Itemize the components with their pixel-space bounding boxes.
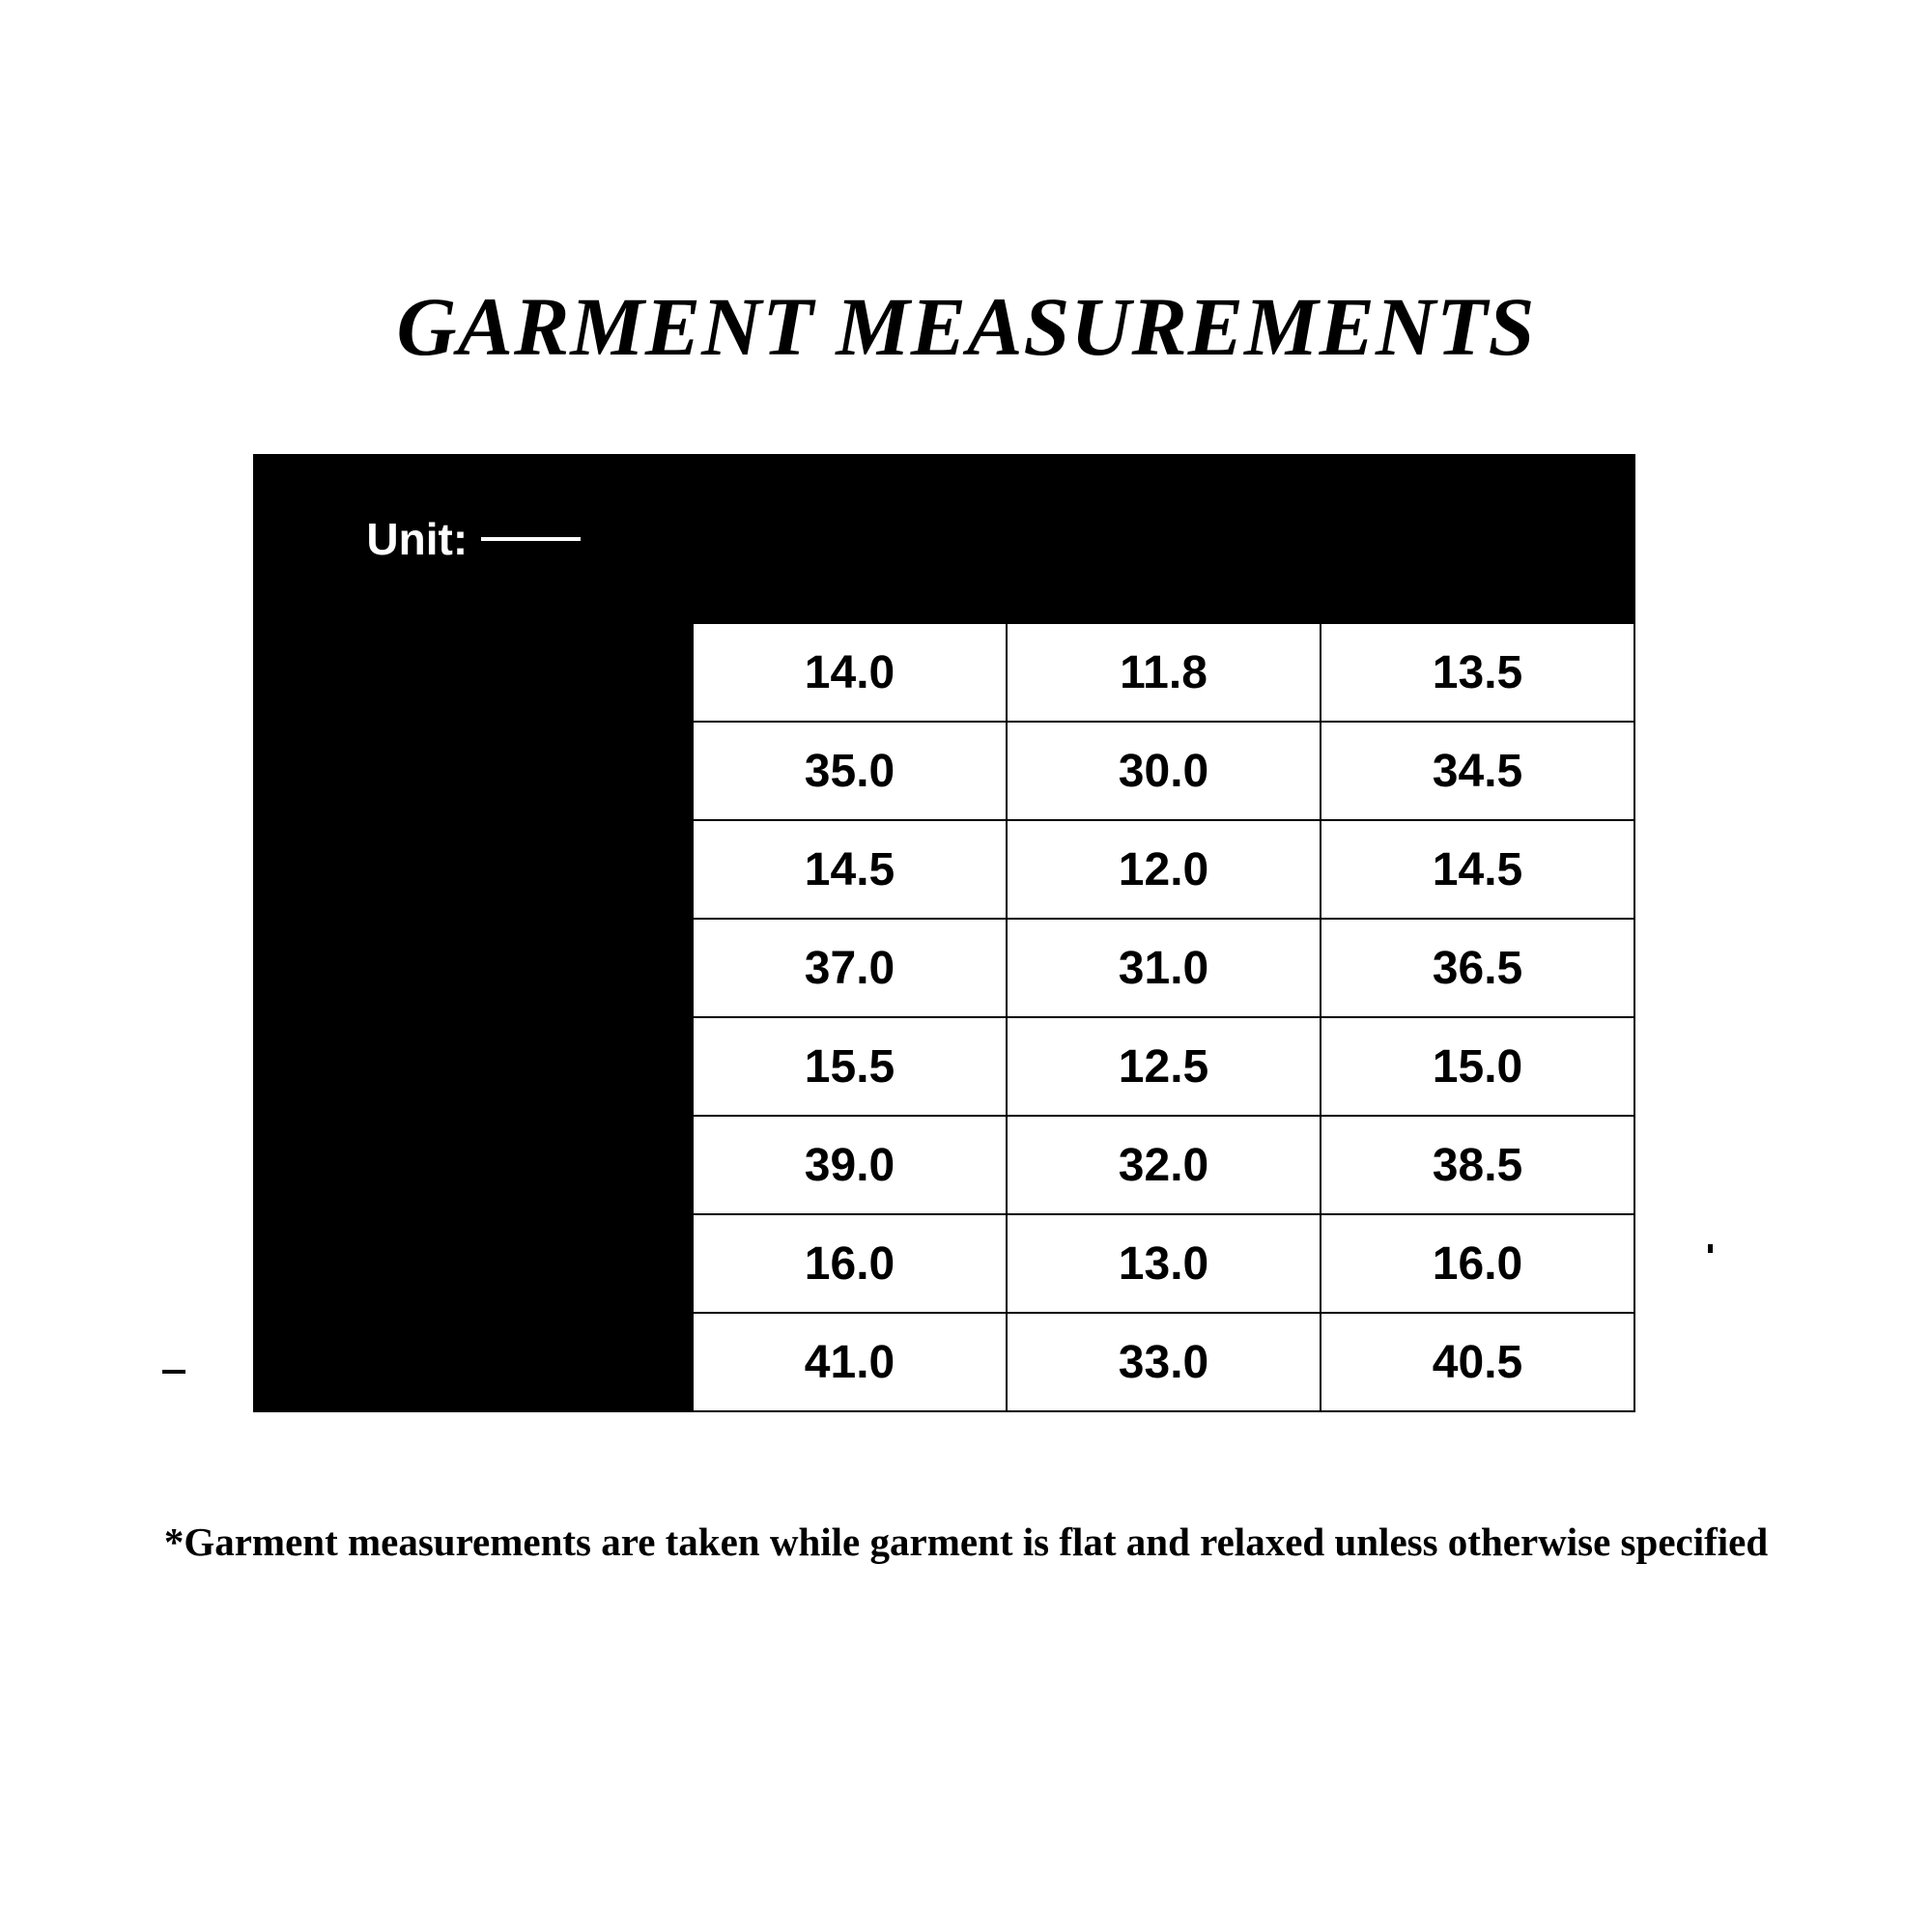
unit-fraction-inch: Inch <box>481 487 580 541</box>
unit-fraction <box>481 487 580 590</box>
header-length: Length <box>1321 455 1634 623</box>
table-row <box>254 623 1634 722</box>
value-hem-cm: 32.0 <box>1007 1116 1321 1214</box>
value-hem-cm: 31.0 <box>1007 919 1321 1017</box>
value-length-cm: 36.5 <box>1321 919 1634 1017</box>
measurements-table <box>253 454 1635 1412</box>
value-length-cm: 38.5 <box>1321 1116 1634 1214</box>
size-label-xl: XL <box>254 1214 497 1411</box>
value-length-inch: 16.0 <box>1321 1214 1634 1313</box>
value-bust-inch: 16.0 <box>693 1214 1007 1313</box>
table-header-row <box>254 455 1634 623</box>
unit-cell-cm: CM <box>497 1116 693 1214</box>
unit-cell-inch: Inch <box>497 623 693 722</box>
value-hem-inch: 11.8 <box>1007 623 1321 722</box>
table-row <box>254 820 1634 919</box>
unit-cell-cm: CM <box>497 1313 693 1411</box>
header-bust: Bust <box>693 455 1007 623</box>
value-length-inch: 15.0 <box>1321 1017 1634 1116</box>
size-label-m: M <box>254 820 497 1017</box>
artifact-speck-left <box>162 1370 185 1374</box>
value-hem-inch: 12.0 <box>1007 820 1321 919</box>
value-bust-cm: 35.0 <box>693 722 1007 820</box>
value-bust-inch: 14.5 <box>693 820 1007 919</box>
table-row <box>254 1017 1634 1116</box>
value-bust-cm: 39.0 <box>693 1116 1007 1214</box>
value-bust-cm: 37.0 <box>693 919 1007 1017</box>
value-hem-cm: 30.0 <box>1007 722 1321 820</box>
value-bust-inch: 15.5 <box>693 1017 1007 1116</box>
header-hem: Hem <box>1007 455 1321 623</box>
size-label-l: L <box>254 1017 497 1214</box>
unit-cell-inch: Inch <box>497 1214 693 1313</box>
unit-cell-inch: Inch <box>497 820 693 919</box>
value-hem-inch: 12.5 <box>1007 1017 1321 1116</box>
value-length-inch: 13.5 <box>1321 623 1634 722</box>
size-label-s: S <box>254 623 497 820</box>
value-bust-cm: 41.0 <box>693 1313 1007 1411</box>
unit-cell-cm: CM <box>497 919 693 1017</box>
unit-cell-inch: Inch <box>497 1017 693 1116</box>
value-length-cm: 34.5 <box>1321 722 1634 820</box>
header-unit-cell <box>254 455 693 623</box>
value-hem-cm: 33.0 <box>1007 1313 1321 1411</box>
value-hem-inch: 13.0 <box>1007 1214 1321 1313</box>
value-length-cm: 40.5 <box>1321 1313 1634 1411</box>
page-title: GARMENT MEASUREMENTS <box>396 280 1536 373</box>
value-length-inch: 14.5 <box>1321 820 1634 919</box>
unit-cell-cm: CM <box>497 722 693 820</box>
table-row <box>254 1214 1634 1313</box>
footnote: *Garment measurements are taken while garment is flat and relaxed unless otherwise specified <box>163 1520 1769 1564</box>
unit-fraction-cm: CM <box>497 544 564 591</box>
value-bust-inch: 14.0 <box>693 623 1007 722</box>
measurements-table-container <box>253 454 1634 1412</box>
unit-label: Unit: <box>366 514 469 564</box>
artifact-speck-right <box>1708 1244 1713 1253</box>
